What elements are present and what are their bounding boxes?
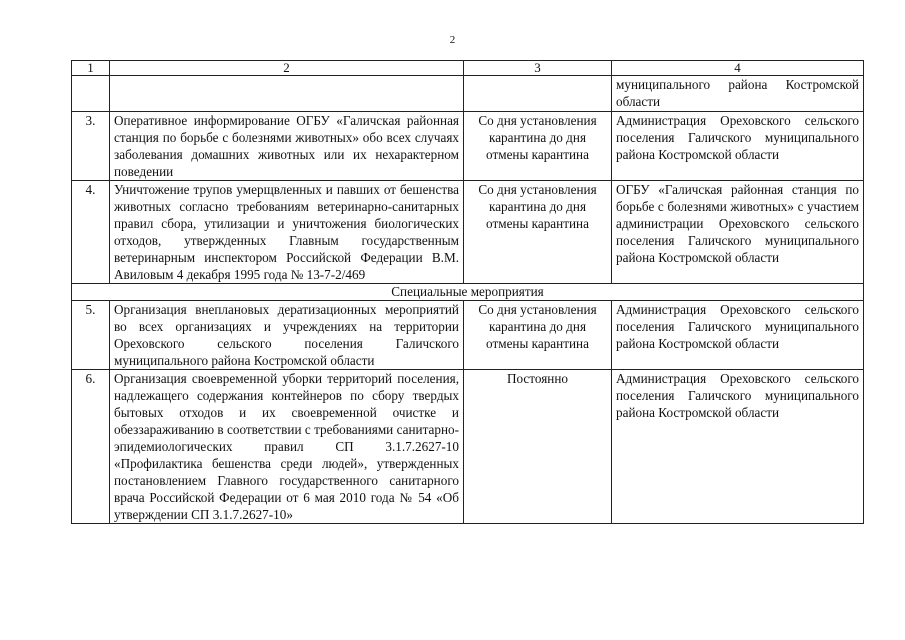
- column-number-3: 3: [464, 61, 612, 76]
- deadline-cell: Со дня установления карантина до дня отмены карантина: [464, 181, 612, 284]
- activity-cell: Организация своевременной уборки территорий поселения, надлежащего содержания контейнеров по сбору твердых бытовых отходов и их своевременной очистке и обеззараживанию в соответствии с требованиями санитарно-эпидемиологических правил СП 3.1.7.2627-10 «Профилактика бешенства среди людей», утвержденных постановлением Главного государственного санитарного врача Российской Федерации от 6 мая 2010 года № 54 «Об утверждении СП 3.1.7.2627-10»: [110, 370, 464, 524]
- activity-cell: Организация внеплановых дератизационных мероприятий во всех организациях и учреждениях на территории Ореховского сельского поселения Галичского муниципального района Костромской области: [110, 301, 464, 370]
- activity-cell: [110, 76, 464, 112]
- deadline-cell: Со дня установления карантина до дня отмены карантина: [464, 112, 612, 181]
- responsible-cell: Администрация Ореховского сельского поселения Галичского муниципального района Костромской области: [612, 112, 864, 181]
- activity-cell: Уничтожение трупов умерщвленных и павших от бешенства животных согласно требованиям ветеринарно-санитарных правил сбора, утилизации и уничтожения биологических отходов, утвержденных Главным государственным ветеринарным инспектором Российской Федерации В.М. Авиловым 4 декабря 1995 года № 13-7-2/469: [110, 181, 464, 284]
- row-number: [72, 76, 110, 112]
- row-number: 4.: [72, 181, 110, 284]
- page-number: 2: [449, 34, 456, 46]
- table-header-row: [72, 61, 864, 76]
- table-row: [72, 370, 864, 524]
- section-title: Специальные мероприятия: [72, 284, 864, 301]
- row-number: 5.: [72, 301, 110, 370]
- table-row: [72, 112, 864, 181]
- column-number-4: 4: [612, 61, 864, 76]
- column-number-2: 2: [110, 61, 464, 76]
- row-number: 6.: [72, 370, 110, 524]
- table-row: [72, 181, 864, 284]
- table-row: [72, 76, 864, 112]
- responsible-cell: Администрация Ореховского сельского поселения Галичского муниципального района Костромской области: [612, 370, 864, 524]
- deadline-cell: [464, 76, 612, 112]
- responsible-cell: ОГБУ «Галичская районная станция по борьбе с болезнями животных» с участием администрации Ореховского сельского поселения Галичского муниципального района Костромской области: [612, 181, 864, 284]
- row-number: 3.: [72, 112, 110, 181]
- column-number-1: 1: [72, 61, 110, 76]
- responsible-cell: муниципального района Костромской области: [612, 76, 864, 112]
- deadline-cell: Постоянно: [464, 370, 612, 524]
- activity-cell: Оперативное информирование ОГБУ «Галичская районная станция по борьбе с болезнями животных» обо всех случаях заболевания домашних животных или их нехарактерном поведении: [110, 112, 464, 181]
- deadline-cell: Со дня установления карантина до дня отмены карантина: [464, 301, 612, 370]
- section-row: [72, 284, 864, 301]
- measures-table: [71, 60, 864, 524]
- responsible-cell: Администрация Ореховского сельского поселения Галичского муниципального района Костромской области: [612, 301, 864, 370]
- table-row: [72, 301, 864, 370]
